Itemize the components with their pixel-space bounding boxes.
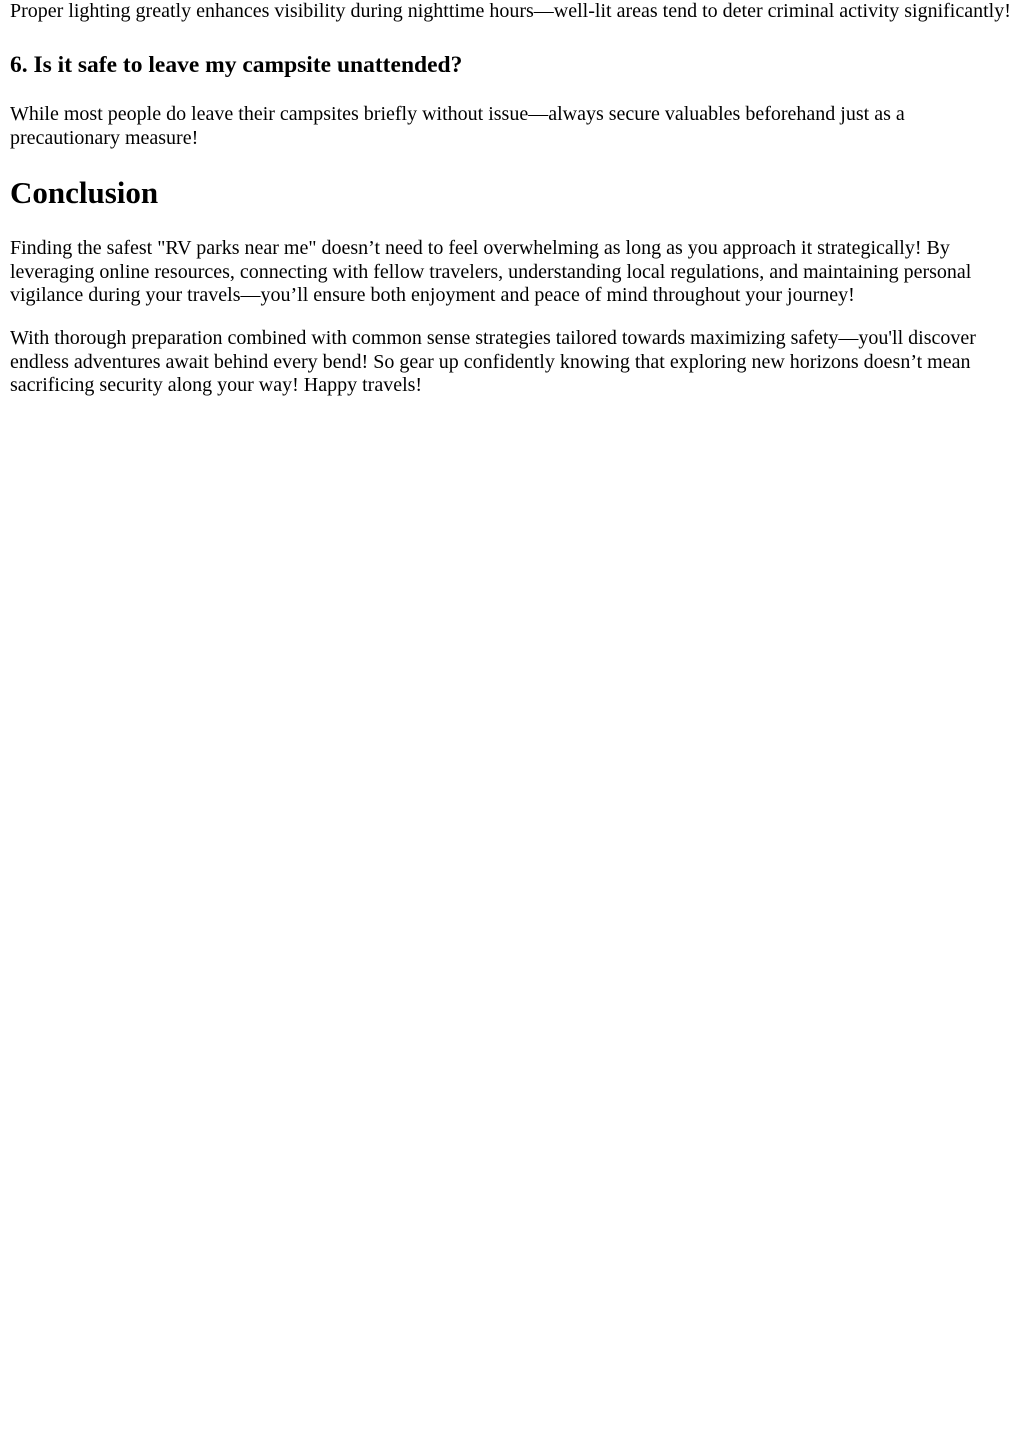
conclusion-heading: Conclusion <box>10 175 159 211</box>
faq-question-6: 6. Is it safe to leave my campsite unattended? <box>10 52 463 79</box>
faq-answer-6: While most people do leave their campsites briefly without issue—always secure valuables beforehand just as a precautionary measure! <box>10 103 905 149</box>
lighting-paragraph: Proper lighting greatly enhances visibility during nighttime hours—well-lit areas tend to deter criminal activity significantly! <box>10 0 1011 22</box>
conclusion-paragraph-2: With thorough preparation combined with common sense strategies tailored towards maximizing safety—you'll discover endless adventures await behind every bend! So gear up confidently knowing that exploring new horizons doesn’t mean sacrificing security along your way! Happy travels! <box>10 327 976 397</box>
article-body <box>0 0 1024 398</box>
conclusion-paragraph-1: Finding the safest "RV parks near me" doesn’t need to feel overwhelming as long as you approach it strategically! By leveraging online resources, connecting with fellow travelers, understanding local regulations, and maintaining personal vigilance during your travels—you’ll ensure both enjoyment and peace of mind throughout your journey! <box>10 237 972 307</box>
